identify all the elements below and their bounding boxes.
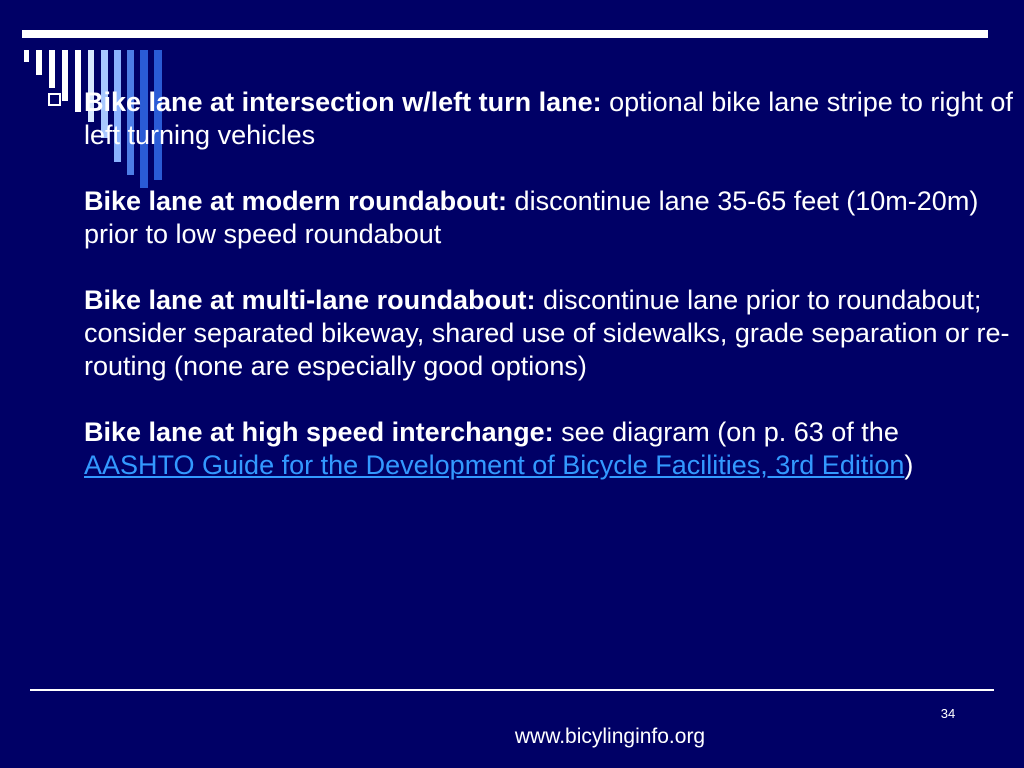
- paragraph-multi-lane-roundabout: [84, 284, 1014, 383]
- slide-content: [84, 86, 1014, 515]
- text-intersection-left-turn: optional bike lane stripe to right of left turning vehicles: [84, 87, 1013, 150]
- heading-multi-lane-roundabout: Bike lane at multi-lane roundabout:: [84, 285, 536, 315]
- bottom-rule: [30, 689, 994, 691]
- paragraph-intersection-left-turn: [84, 86, 1014, 152]
- page-number: 34: [940, 706, 956, 721]
- text-modern-roundabout: discontinue lane 35-65 feet (10m-20m) prior to low speed roundabout: [84, 186, 979, 249]
- heading-high-speed-interchange: Bike lane at high speed interchange:: [84, 417, 554, 447]
- heading-intersection-left-turn: Bike lane at intersection w/left turn lane:: [84, 87, 602, 117]
- paragraph-modern-roundabout: [84, 185, 1014, 251]
- heading-modern-roundabout: Bike lane at modern roundabout:: [84, 186, 508, 216]
- bullet-marker: [48, 93, 61, 106]
- text-high-speed-interchange-after-link: ): [904, 450, 914, 480]
- aashto-guide-link[interactable]: AASHTO Guide for the Development of Bicycle Facilities, 3rd Edition: [84, 450, 905, 480]
- text-multi-lane-roundabout: discontinue lane prior to roundabout; consider separated bikeway, shared use of sidewalks, grade separation or re-routing (none are especially good options): [84, 285, 1010, 381]
- footer-url: www.bicylinginfo.org: [514, 725, 706, 748]
- paragraph-high-speed-interchange: [84, 416, 1014, 482]
- text-high-speed-interchange-before-link: see diagram (on p. 63 of the: [553, 417, 899, 447]
